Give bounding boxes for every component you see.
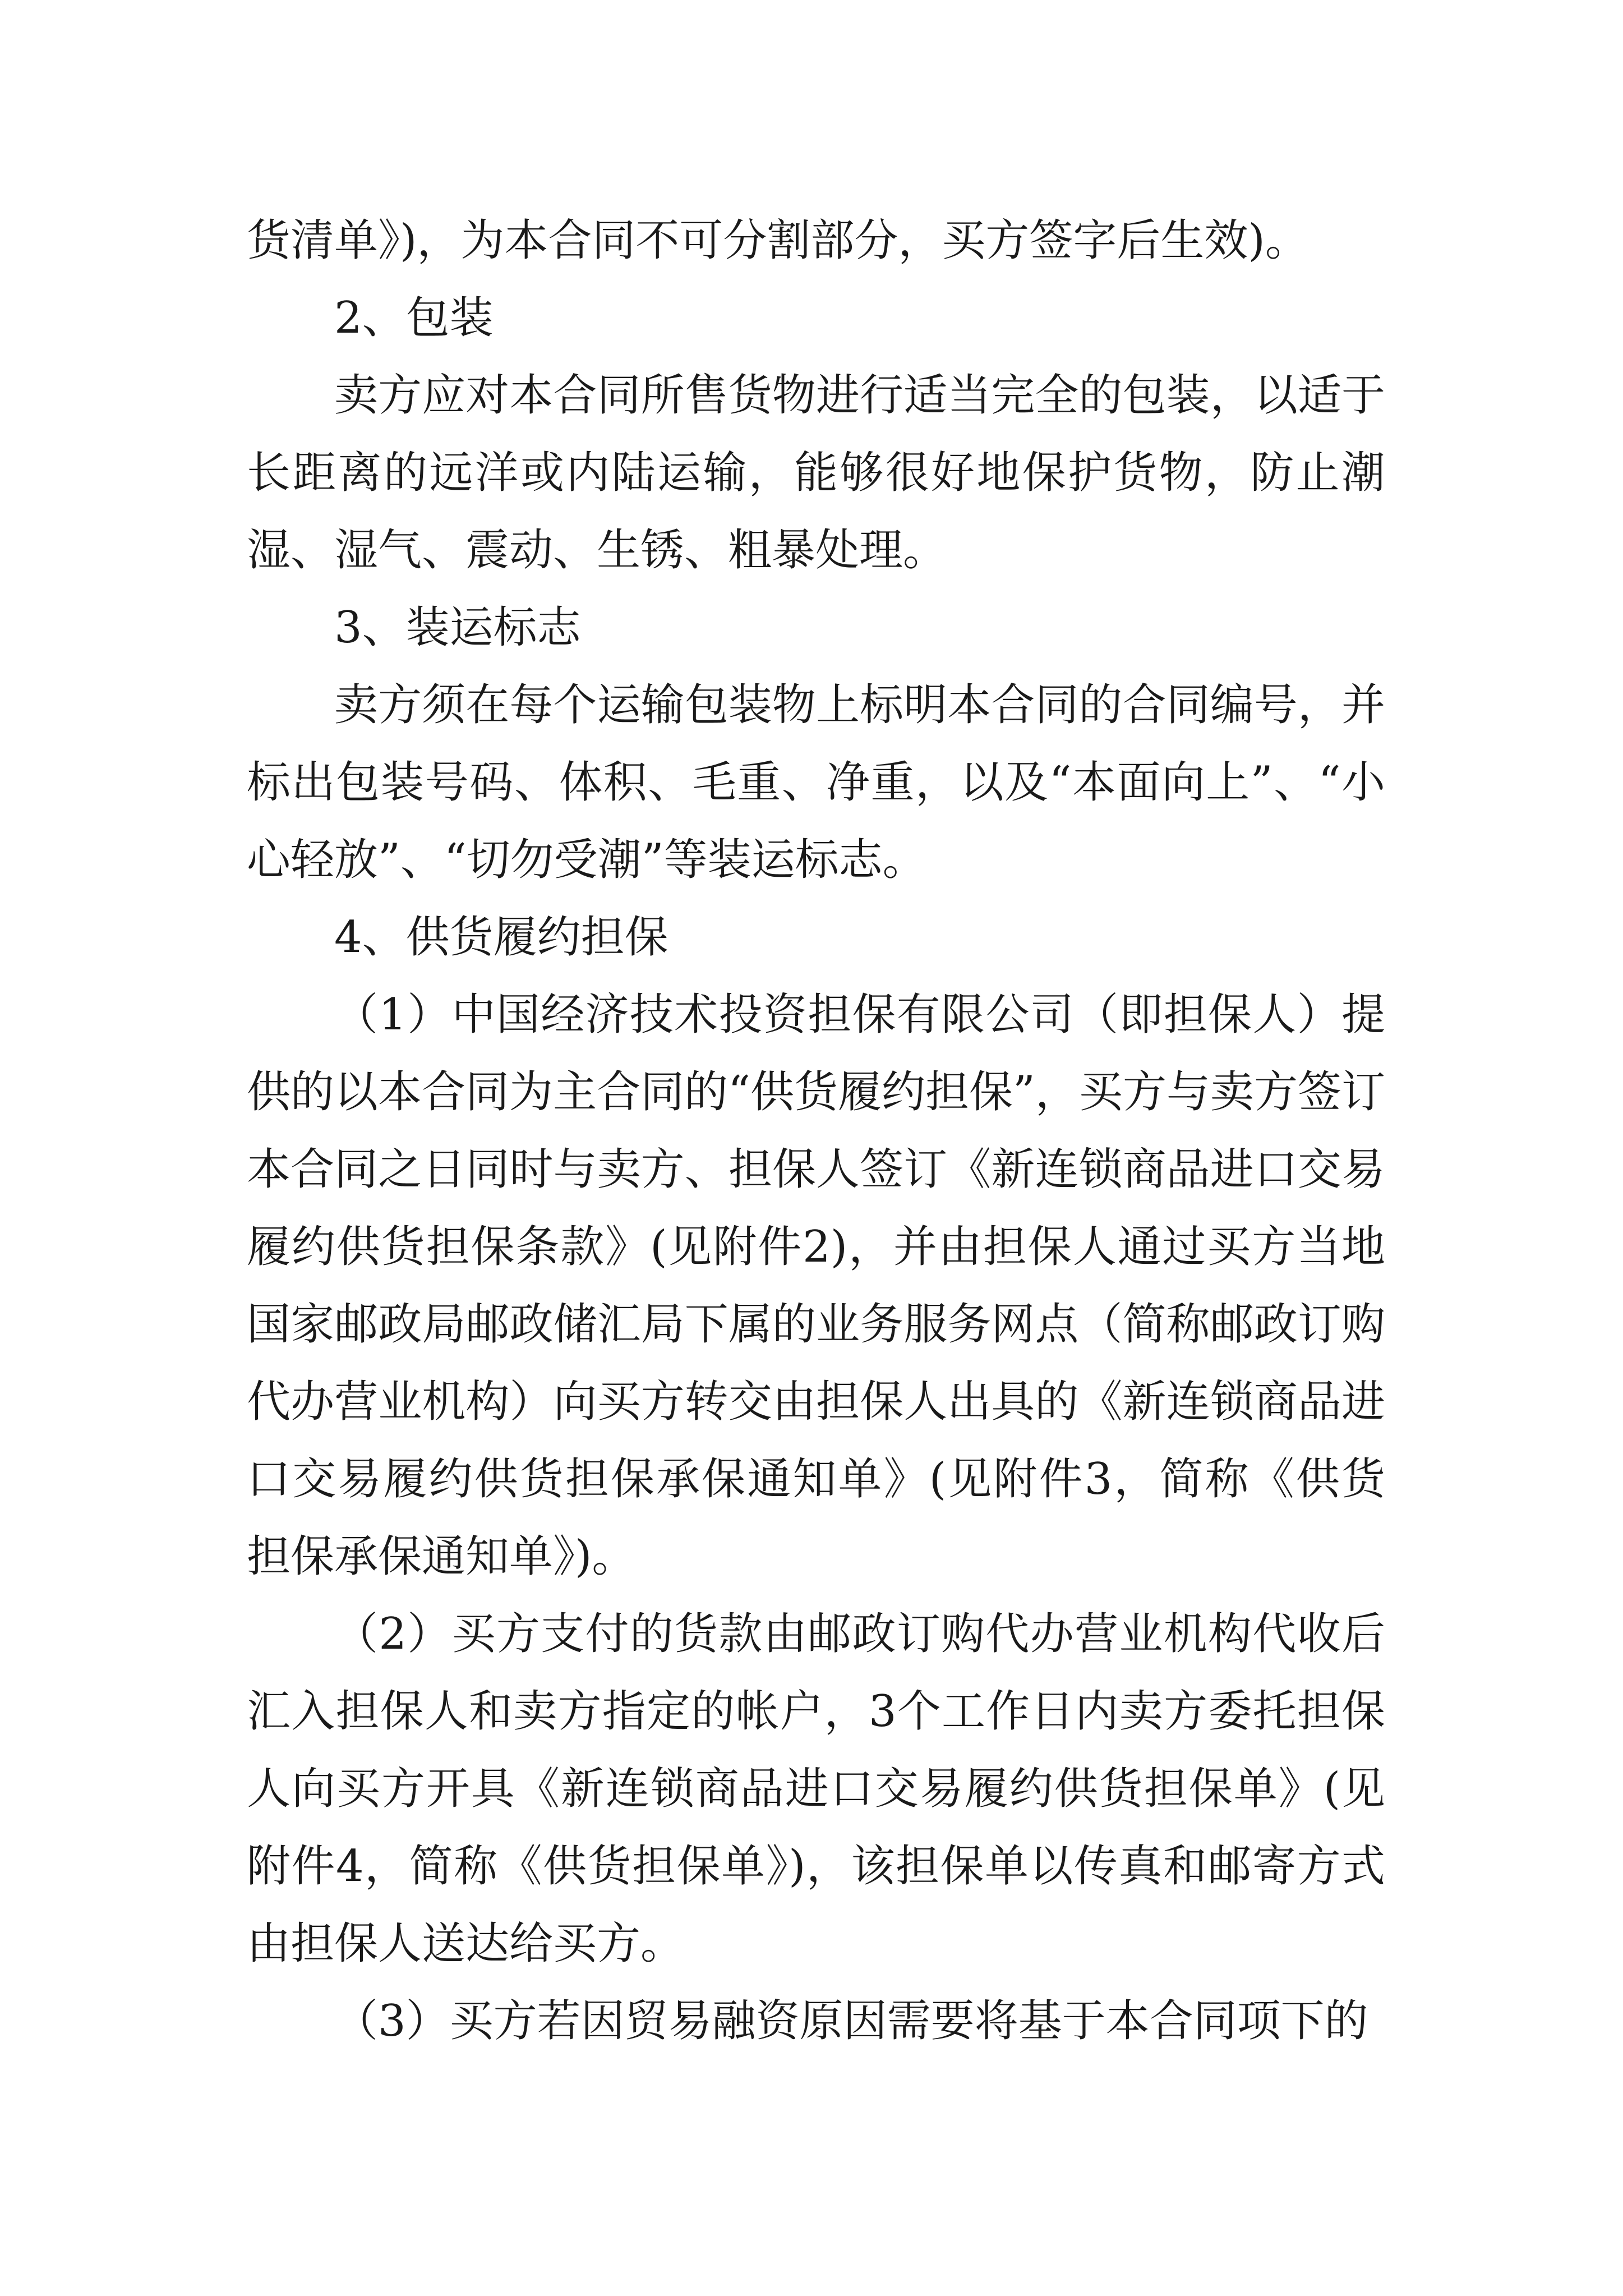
paragraph-packaging: 卖方应对本合同所售货物进行适当完全的包装，以适于长距离的远洋或内陆运输，能够很好地保护货物，防止潮湿、湿气、震动、生锈、粗暴处理。: [247, 370, 1385, 576]
paragraph-guarantee-2: （2）买方支付的货款由邮政订购代办营业机构代收后汇入担保人和卖方指定的帐户，3个工作日内卖方委托担保人向买方开具《新连锁商品进口交易履约供货担保单》(见附件4，简称《供货担保单》)，该担保单以传真和邮寄方式由担保人送达给买方。: [247, 1609, 1385, 1969]
document-body: [247, 202, 1385, 2060]
heading-packaging: 2、包装: [334, 293, 494, 343]
heading-shipping-marks: 3、装运标志: [334, 602, 581, 653]
paragraph-shipping-marks: 卖方须在每个运输包装物上标明本合同的合同编号，并标出包装号码、体积、毛重、净重，以及“本面向上”、“小心轻放”、“切勿受潮”等装运标志。: [247, 680, 1385, 885]
paragraph-guarantee-1: （1）中国经济技术投资担保有限公司（即担保人）提供的以本合同为主合同的“供货履约担保”，买方与卖方签订本合同之日同时与卖方、担保人签订《新连锁商品进口交易履约供货担保条款》(见附件2)，并由担保人通过买方当地国家邮政局邮政储汇局下属的业务服务网点（简称邮政订购代办营业机构）向买方转交由担保人出具的《新连锁商品进口交易履约供货担保承保通知单》(见附件3，简称《供货担保承保通知单》)。: [247, 990, 1385, 1582]
paragraph-continuation: 货清单》)，为本合同不可分割部分，买方签字后生效)。: [247, 215, 1309, 266]
paragraph-guarantee-3: （3）买方若因贸易融资原因需要将基于本合同项下的: [334, 1996, 1368, 2046]
heading-supply-guarantee: 4、供货履约担保: [334, 912, 668, 963]
